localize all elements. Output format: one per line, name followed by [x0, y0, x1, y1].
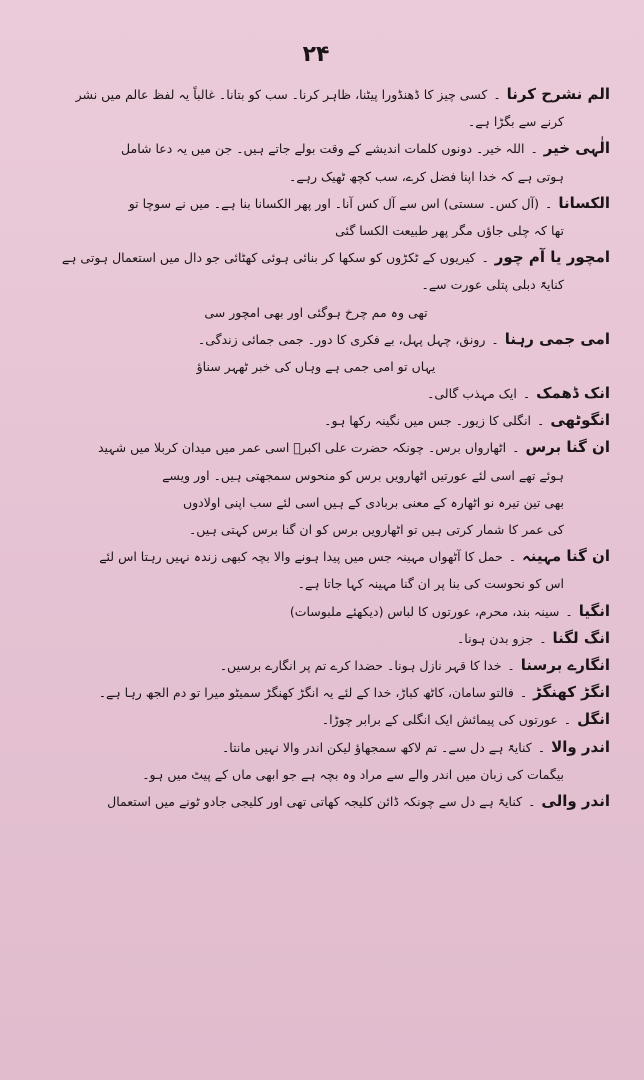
entry-text: رونق، چہل پہل، بے فکری کا دور۔ جمی جمائی زندگی۔ [197, 331, 486, 347]
entry-line [22, 598, 610, 625]
entry-text: جزو بدن ہونا۔ [456, 630, 534, 646]
headword-separator: ۔ [519, 685, 528, 701]
entry-line [22, 679, 610, 706]
dictionary-entry [22, 679, 610, 706]
dictionary-entry [22, 543, 610, 597]
entry-line [22, 434, 610, 461]
headword-separator: ۔ [530, 141, 538, 157]
entry-headword: ان گنا برس [525, 438, 610, 457]
entry-text: سینہ بند، محرم، عورتوں کا لباس (دیکھئے ملبوسات) [289, 603, 560, 619]
entry-headword: انگارے برسنا [520, 655, 610, 674]
headword-separator: ۔ [493, 87, 501, 102]
entry-line [22, 407, 610, 434]
dictionary-entry [22, 353, 610, 380]
entry-text: حمل کا آٹھواں مہینہ جس میں پیدا ہونے والا بچہ کبھی زندہ نہیں رہتا اس لئے [99, 549, 503, 565]
entry-line [22, 462, 610, 489]
entry-text: تھی وہ مم چرخ ہوگئی اور بھی امچور سی [204, 304, 428, 320]
dictionary-entry [22, 190, 610, 244]
entry-text: کنایۃً ہے دل سے۔ تم لاکھ سمجھاؤ لیکن اندر والا نہیں مانتا۔ [221, 739, 532, 755]
entry-line [22, 108, 610, 135]
headword-separator: ۔ [537, 739, 546, 755]
entry-line [22, 570, 610, 597]
entry-text: کنایۃً دبلی پتلی عورت سے۔ [421, 277, 564, 293]
headword-separator: ۔ [481, 250, 489, 266]
dictionary-entry [22, 326, 610, 353]
entry-text: کرنے سے بگڑا ہے۔ [467, 114, 564, 130]
entry-line [22, 326, 610, 353]
entry-headword: انگڑ کھنگڑ [533, 683, 610, 702]
entry-line [22, 734, 610, 761]
entry-headword: امچور یا آم چور [494, 248, 610, 267]
entry-line [22, 81, 610, 108]
entry-text: ہوئے تھے اسی لئے عورتیں اٹھارویں برس کو منحوس سمجھتی ہیں۔ اور ویسے [162, 467, 564, 483]
entry-headword: ان گنا مہینہ [522, 547, 610, 566]
entry-line [22, 163, 610, 190]
headword-separator: ۔ [565, 603, 573, 619]
entry-headword: انگل [577, 710, 610, 729]
headword-separator: ۔ [545, 195, 553, 211]
entry-text: انگلی کا زیور۔ جس میں نگینہ رکھا ہو۔ [324, 413, 532, 429]
entry-line [22, 244, 610, 271]
dictionary-entry [22, 625, 610, 652]
headword-separator: ۔ [508, 549, 517, 565]
entry-text: اٹھارواں برس۔ چونکہ حضرت علی اکبرؓ اسی عمر میں میدان کربلا میں شہید [98, 440, 507, 456]
headword-separator: ۔ [528, 793, 536, 809]
entry-line [22, 190, 610, 217]
entry-headword: انک ڈھمک [536, 384, 610, 403]
headword-separator: ۔ [512, 440, 520, 456]
page-number: ۲۴ [302, 42, 330, 67]
dictionary-entry [22, 81, 610, 135]
dictionary-entry [22, 706, 610, 733]
entry-line [22, 625, 610, 652]
headword-separator: ۔ [522, 386, 531, 402]
entry-headword: اندر والا [551, 737, 610, 756]
entry-text: عورتوں کی پیمائش ایک انگلی کے برابر چوڑا۔ [321, 712, 558, 728]
entry-line [22, 135, 610, 162]
entry-line [22, 761, 610, 788]
entry-line [22, 217, 610, 244]
entry-line [22, 489, 610, 516]
dictionary-entry [22, 734, 610, 788]
headword-separator: ۔ [537, 413, 545, 429]
entry-headword: انگوٹھی [550, 411, 610, 430]
entry-headword: اندر والی [541, 791, 610, 810]
entry-line [22, 706, 610, 733]
dictionary-entry [22, 788, 610, 815]
entry-headword: انگ لگنا [552, 628, 610, 647]
entry-line [22, 271, 610, 298]
dictionary-entries [22, 81, 610, 815]
dictionary-entry [22, 380, 610, 407]
dictionary-entry [22, 299, 610, 326]
entry-headword: الٰہی خیر [543, 139, 610, 158]
entry-line [22, 543, 610, 570]
headword-separator: ۔ [507, 657, 515, 673]
headword-separator: ۔ [563, 712, 572, 728]
entry-text: اس کو نحوست کی بنا پر ان گنا مہینہ کہا جاتا ہے۔ [297, 576, 564, 592]
entry-text: کی عمر کا شمار کرتی ہیں تو اٹھارویں برس کو ان گنا برس کہتی ہیں۔ [188, 522, 564, 537]
headword-separator: ۔ [491, 331, 499, 347]
dictionary-entry [22, 652, 610, 679]
entry-text: کیریوں کے ٹکڑوں کو سکھا کر بنائی ہوئی کھٹائی جو دال میں استعمال ہوتی ہے [61, 250, 476, 266]
entry-line [22, 353, 610, 380]
entry-text: فالتو سامان، کاٹھ کباڑ، خدا کے لئے یہ انگڑ کھنگڑ سمیٹو میرا تو دم الجھ رہا ہے۔ [98, 685, 514, 701]
dictionary-entry [22, 244, 610, 298]
dictionary-entry [22, 407, 610, 434]
entry-line [22, 380, 610, 407]
dictionary-entry [22, 598, 610, 625]
entry-headword: الم نشرح کرنا [506, 85, 610, 103]
headword-separator: ۔ [539, 630, 547, 646]
entry-text: ہوتی ہے کہ خدا اپنا فضل کرے، سب کچھ ٹھیک رہے۔ [289, 168, 564, 184]
dictionary-entry [22, 135, 610, 189]
entry-headword: الکسانا [558, 193, 610, 212]
entry-headword: امی جمی رہنا [504, 329, 610, 348]
entry-text: بیگمات کی زبان میں اندر والے سے مراد وہ بچہ ہے جو ابھی ماں کے پیٹ میں ہو۔ [142, 766, 564, 782]
entry-text: یہاں تو امی جمی ہے وہاں کی خبر ٹھہر سناؤ [196, 358, 436, 374]
entry-line [22, 788, 610, 815]
entry-headword: انگیا [578, 601, 610, 620]
entry-line [22, 652, 610, 679]
entry-text: ایک مہذب گالی۔ [427, 386, 517, 402]
entry-text: (آل کس۔ سستی) اس سے آل کس آنا۔ اور پھر الکسانا بنا ہے۔ میں نے سوچا تو [128, 195, 539, 211]
entry-text: تھا کہ چلی جاؤں مگر پھر طبیعت الکسا گئی [335, 222, 564, 238]
entry-line [22, 516, 610, 543]
entry-text: بھی تین تیرہ نو اٹھارہ کے معنی بربادی کے ہیں اسی لئے سب اپنی اولادوں [182, 494, 564, 510]
entry-text: کنایۃً ہے دل سے چونکہ ڈائن کلیجہ کھاتی تھی اور کلیجی جادو ٹونے میں استعمال [107, 793, 523, 809]
entry-line [22, 299, 610, 326]
entry-text: کسی چیز کا ڈھنڈورا پیٹنا، ظاہر کرنا۔ سب کو بتانا۔ غالباً یہ لفظ عالم میں نشر [75, 87, 488, 102]
entry-text: اللہ خیر۔ دونوں کلمات اندیشے کے وقت بولے جاتے ہیں۔ جن میں یہ دعا شامل [121, 141, 525, 157]
dictionary-entry [22, 434, 610, 543]
entry-text: خدا کا قہر نازل ہونا۔ حضدا کرے تم پر انگارے برسیں۔ [219, 657, 502, 673]
